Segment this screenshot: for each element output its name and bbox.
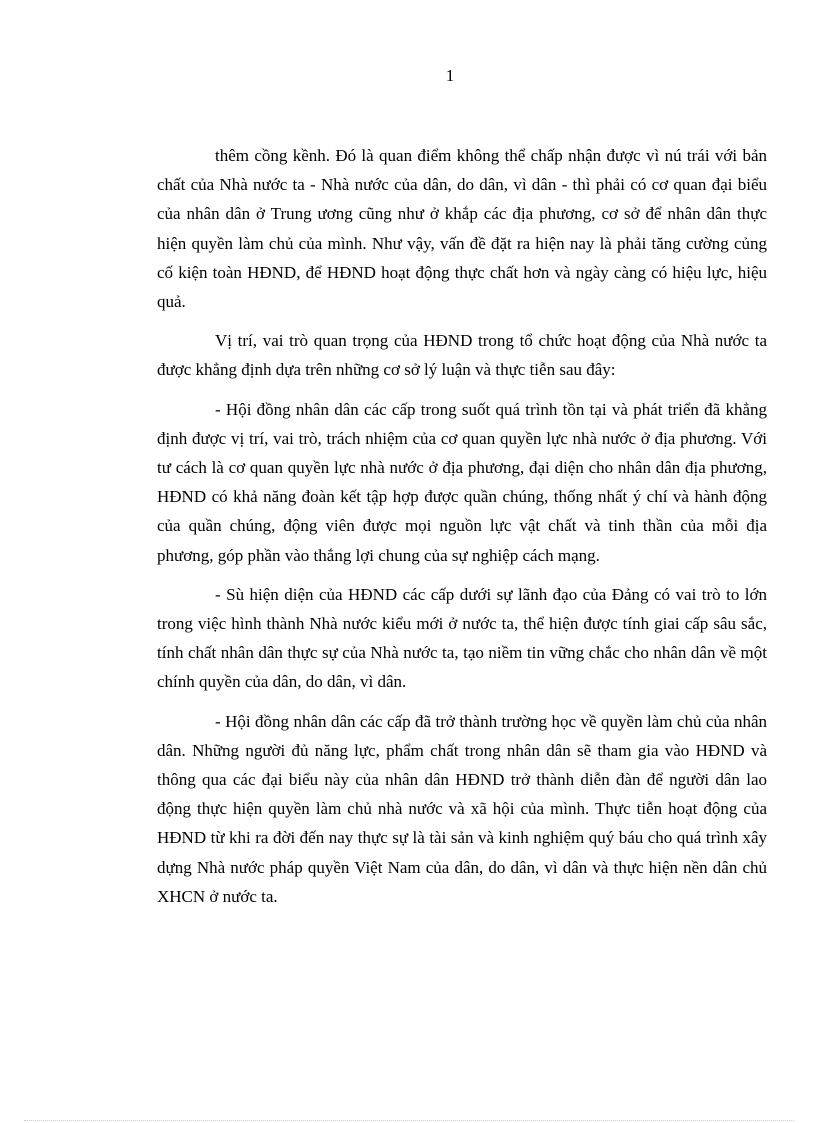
- page-number: 1: [445, 66, 455, 85]
- paragraph-continuation: thêm cồng kềnh. Đó là quan điểm không thể chấp nhận được vì nú trái với bản chất của Nhà nước ta - Nhà nước của dân, do dân, vì dân - thì phải có cơ quan đại biểu của nhân dân ở Trung ương cũng như ở khắp các địa phương, cơ sở để nhân dân thực hiện quyền làm chủ của mình. Như vậy, vấn đề đặt ra hiện nay là phải tăng cường củng cố kiện toàn HĐND, để HĐND hoạt động thực chất hơn và ngày càng có hiệu lực, hiệu quả.: [157, 146, 767, 312]
- paragraph-intro: Vị trí, vai trò quan trọng của HĐND trong tổ chức hoạt động của Nhà nước ta được khẳng định dựa trên những cơ sở lý luận và thực tiễn sau đây:: [157, 331, 767, 380]
- paragraph-point-2: - Sù hiện diện của HĐND các cấp dưới sự lãnh đạo của Đảng có vai trò to lớn trong việc hình thành Nhà nước kiểu mới ở nước ta, thể hiện được tính giai cấp sâu sắc, tính chất nhân dân thực sự của Nhà nước ta, tạo niềm tin vững chắc cho nhân dân về một chính quyền của dân, do dân, vì dân.: [157, 584, 767, 692]
- document-body: [157, 141, 767, 921]
- paragraph-point-3: - Hội đồng nhân dân các cấp đã trở thành trường học về quyền làm chủ của nhân dân. Những người đủ năng lực, phẩm chất trong nhân dân sẽ tham gia vào HĐND và thông qua các đại biểu này của nhân dân HĐND trở thành diễn đàn để người dân lao động thực hiện quyền làm chủ nhà nước và xã hội của mình. Thực tiễn hoạt động của HĐND từ khi ra đời đến nay thực sự là tài sản và kinh nghiệm quý báu cho quá trình xây dựng Nhà nước pháp quyền Việt Nam của dân, do dân, vì dân và thực hiện nền dân chủ XHCN ở nước ta.: [157, 711, 767, 906]
- page-bottom-divider: [24, 1120, 794, 1121]
- paragraph-point-1: - Hội đồng nhân dân các cấp trong suốt quá trình tồn tại và phát triển đã khẳng định được vị trí, vai trò, trách nhiệm của cơ quan quyền lực nhà nước ở địa phương. Với tư cách là cơ quan quyền lực nhà nước ở địa phương, đại diện cho nhân dân địa phương, HĐND có khả năng đoàn kết tập hợp được quần chúng, thống nhất ý chí và hành động của quần chúng, động viên được mọi nguồn lực vật chất và tinh thần của mỗi địa phương, góp phần vào thắng lợi chung của sự nghiệp cách mạng.: [157, 399, 767, 565]
